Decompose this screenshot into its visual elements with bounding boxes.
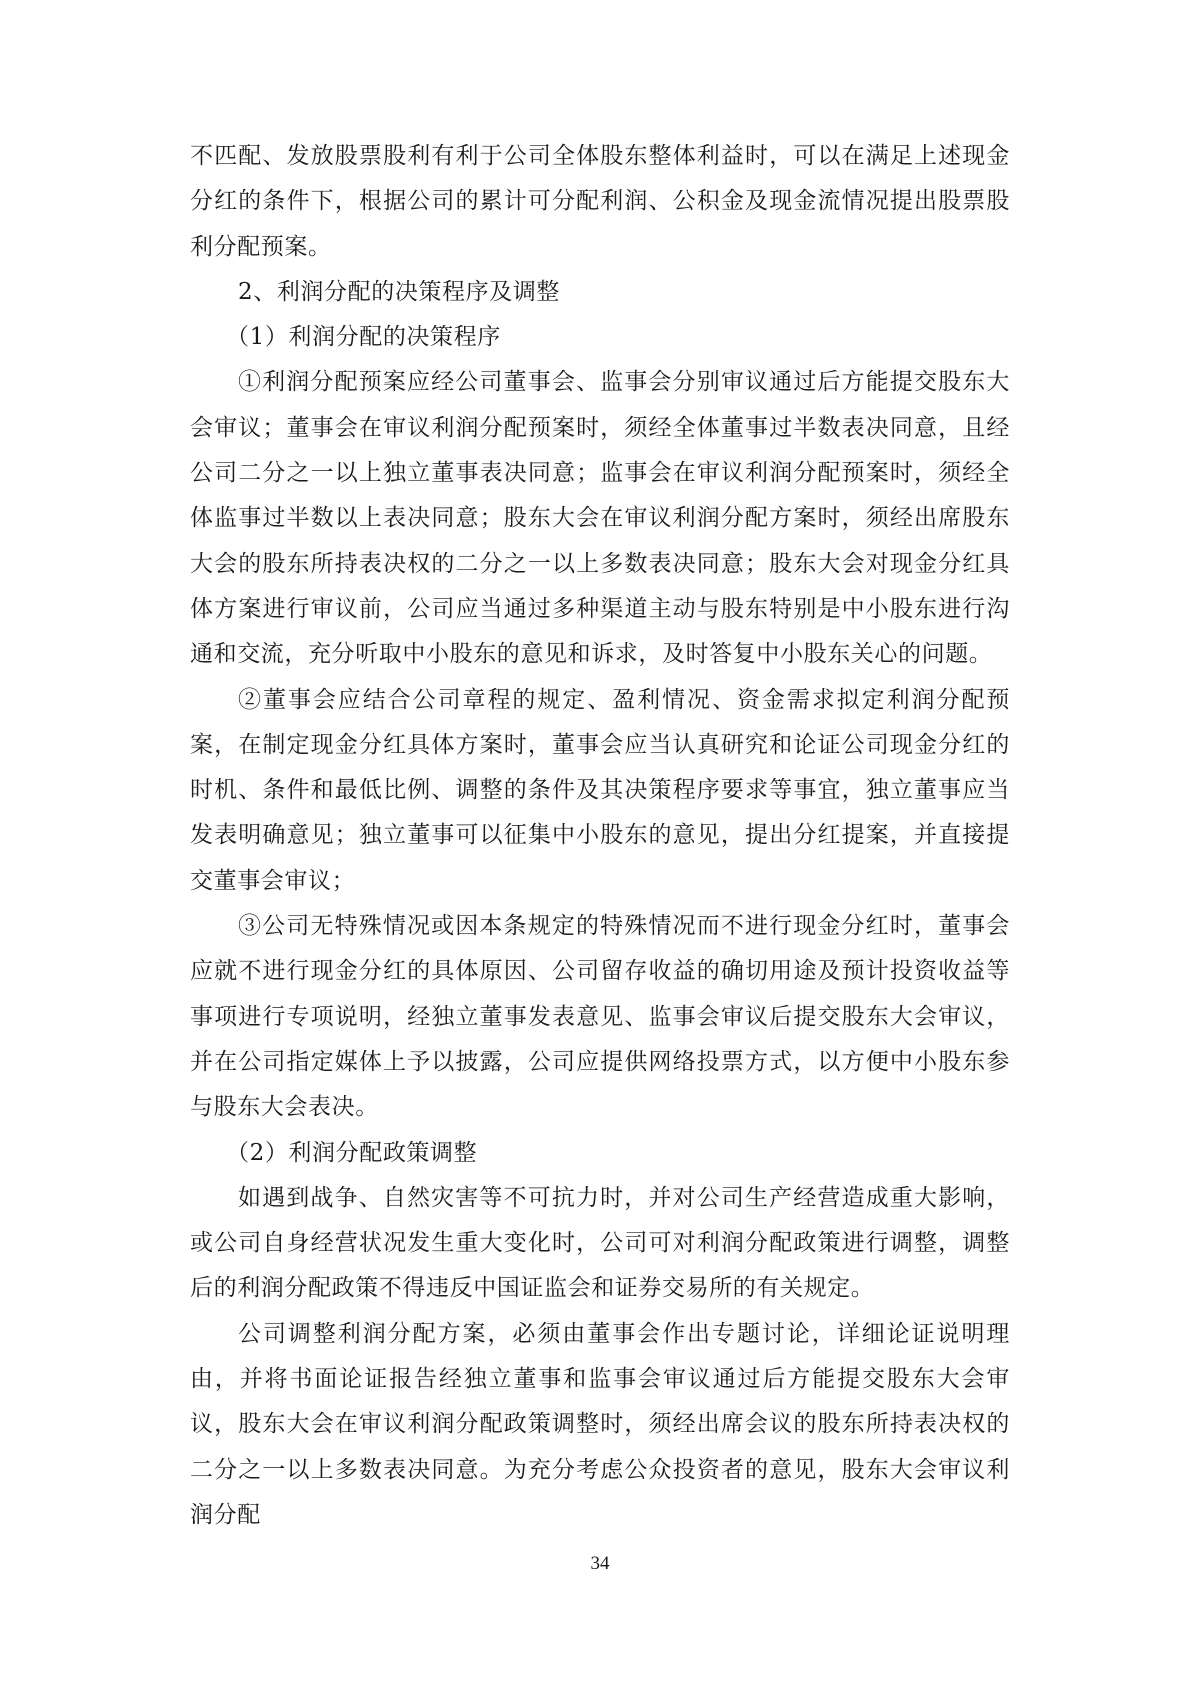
paragraph-adjustment-procedure: 公司调整利润分配方案，必须由董事会作出专题讨论，详细论证说明理由，并将书面论证报告经独立董事和监事会审议通过后方能提交股东大会审议，股东大会在审议利润分配政策调整时，须经出席会议的股东所持表决权的二分之一以上多数表决同意。为充分考虑公众投资者的意见，股东大会审议利润分配 bbox=[190, 1320, 1010, 1528]
page-number: 34 bbox=[590, 1553, 610, 1574]
document-body bbox=[190, 134, 1010, 1538]
subsection-heading-decision-procedure: （1）利润分配的决策程序 bbox=[226, 324, 501, 351]
paragraph-item-3: ③公司无特殊情况或因本条规定的特殊情况而不进行现金分红时，董事会应就不进行现金分红的具体原因、公司留存收益的确切用途及预计投资收益等事项进行专项说明，经独立董事发表意见、监事会审议后提交股东大会审议，并在公司指定媒体上予以披露，公司应提供网络投票方式，以方便中小股东参与股东大会表决。 bbox=[190, 913, 1010, 1121]
paragraph-item-2: ②董事会应结合公司章程的规定、盈利情况、资金需求拟定利润分配预案，在制定现金分红具体方案时，董事会应当认真研究和论证公司现金分红的时机、条件和最低比例、调整的条件及其决策程序要求等事宜，独立董事应当发表明确意见；独立董事可以征集中小股东的意见，提出分红提案，并直接提交董事会审议； bbox=[190, 686, 1010, 894]
paragraph-item-1: ①利润分配预案应经公司董事会、监事会分别审议通过后方能提交股东大会审议；董事会在审议利润分配预案时，须经全体董事过半数表决同意，且经公司二分之一以上独立董事表决同意；监事会在审议利润分配预案时，须经全体监事过半数以上表决同意；股东大会在审议利润分配方案时，须经出席股东大会的股东所持表决权的二分之一以上多数表决同意；股东大会对现金分红具体方案进行审议前，公司应当通过多种渠道主动与股东特别是中小股东进行沟通和交流，充分听取中小股东的意见和诉求，及时答复中小股东关心的问题。 bbox=[190, 369, 1010, 668]
subsection-heading-policy-adjustment: （2）利润分配政策调整 bbox=[226, 1139, 478, 1166]
paragraph-policy-adjustment: 如遇到战争、自然灾害等不可抗力时，并对公司生产经营造成重大影响，或公司自身经营状况发生重大变化时，公司可对利润分配政策进行调整，调整后的利润分配政策不得违反中国证监会和证券交易所的有关规定。 bbox=[190, 1184, 1010, 1302]
paragraph-continuation: 不匹配、发放股票股利有利于公司全体股东整体利益时，可以在满足上述现金分红的条件下，根据公司的累计可分配利润、公积金及现金流情况提出股票股利分配预案。 bbox=[190, 143, 1010, 260]
section-heading-decision-procedure: 2、利润分配的决策程序及调整 bbox=[238, 278, 561, 305]
